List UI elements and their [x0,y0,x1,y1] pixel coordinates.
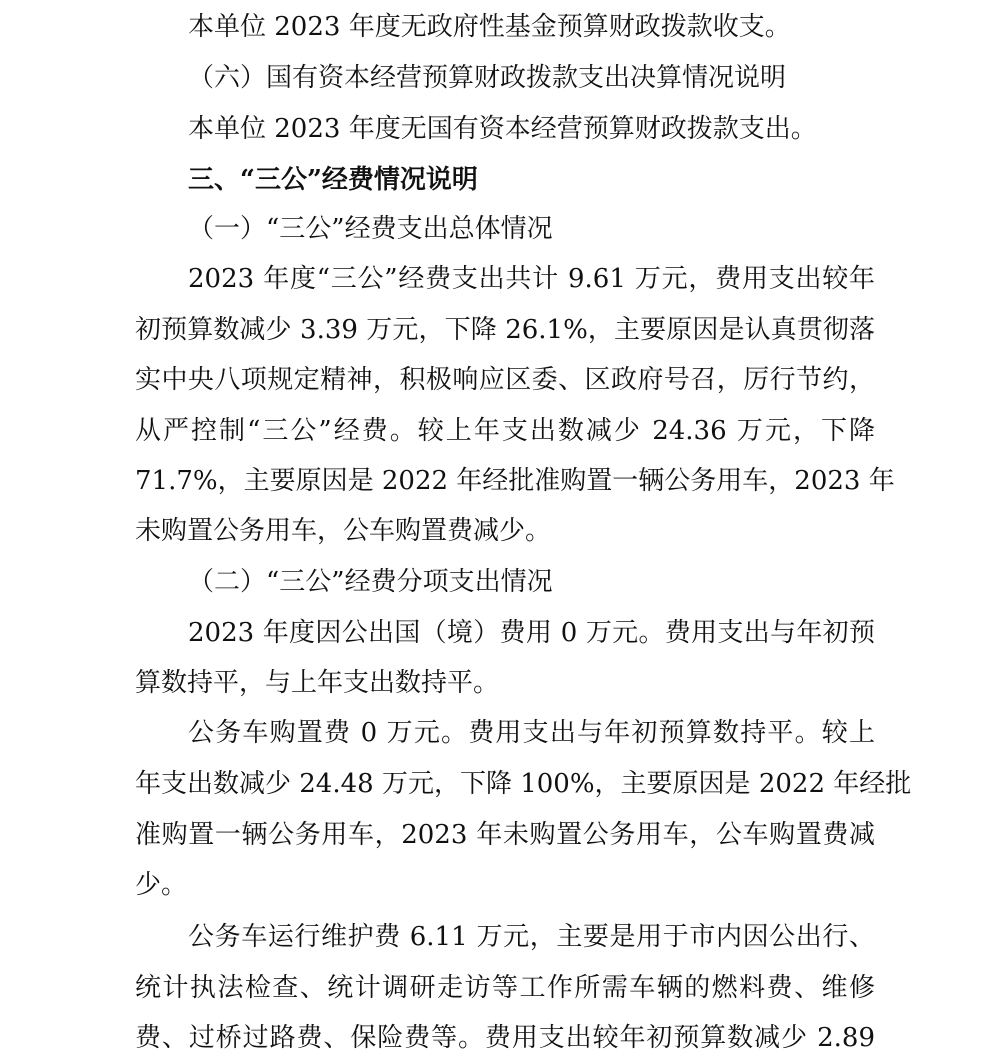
paragraph-line: 未购置公务用车，公车购置费减少。 [135,516,552,546]
paragraph-line: 少。 [135,870,188,900]
paragraph-line: 费、过桥过路费、保险费等。费用支出较年初预算数减少 2.89 [135,1023,875,1053]
paragraph-line: 准购置一辆公务用车，2023 年未购置公务用车，公车购置费减 [135,820,875,850]
section-subheading: （一）“三公”经费支出总体情况 [188,214,553,244]
paragraph-line: 算数持平，与上年支出数持平。 [135,668,500,698]
paragraph-line: 71.7%，主要原因是 2022 年经批准购置一辆公务用车，2023 年 [135,466,895,496]
paragraph-line: 2023 年度“三公”经费支出共计 9.61 万元，费用支出较年 [188,264,875,294]
paragraph-line: 本单位 2023 年度无国有资本经营预算财政拨款支出。 [188,114,817,144]
paragraph-line: 从严控制“三公”经费。较上年支出数减少 24.36 万元，下降 [135,416,875,446]
section-subheading: （六）国有资本经营预算财政拨款支出决算情况说明 [188,63,787,93]
paragraph-line: 实中央八项规定精神，积极响应区委、区政府号召，厉行节约， [135,365,875,395]
paragraph-line: 2023 年度因公出国（境）费用 0 万元。费用支出与年初预 [188,618,875,648]
paragraph-line: 初预算数减少 3.39 万元，下降 26.1%，主要原因是认真贯彻落 [135,315,875,345]
paragraph-line: 公务车购置费 0 万元。费用支出与年初预算数持平。较上 [188,718,875,748]
section-heading: 三、“三公”经费情况说明 [188,165,478,195]
paragraph-line: 年支出数减少 24.48 万元，下降 100%，主要原因是 2022 年经批 [135,769,912,799]
paragraph-line: 公务车运行维护费 6.11 万元，主要是用于市内因公出行、 [188,922,875,952]
section-subheading: （二）“三公”经费分项支出情况 [188,567,553,597]
paragraph-line: 本单位 2023 年度无政府性基金预算财政拨款收支。 [188,12,791,42]
paragraph-line: 统计执法检查、统计调研走访等工作所需车辆的燃料费、维修 [135,973,875,1003]
